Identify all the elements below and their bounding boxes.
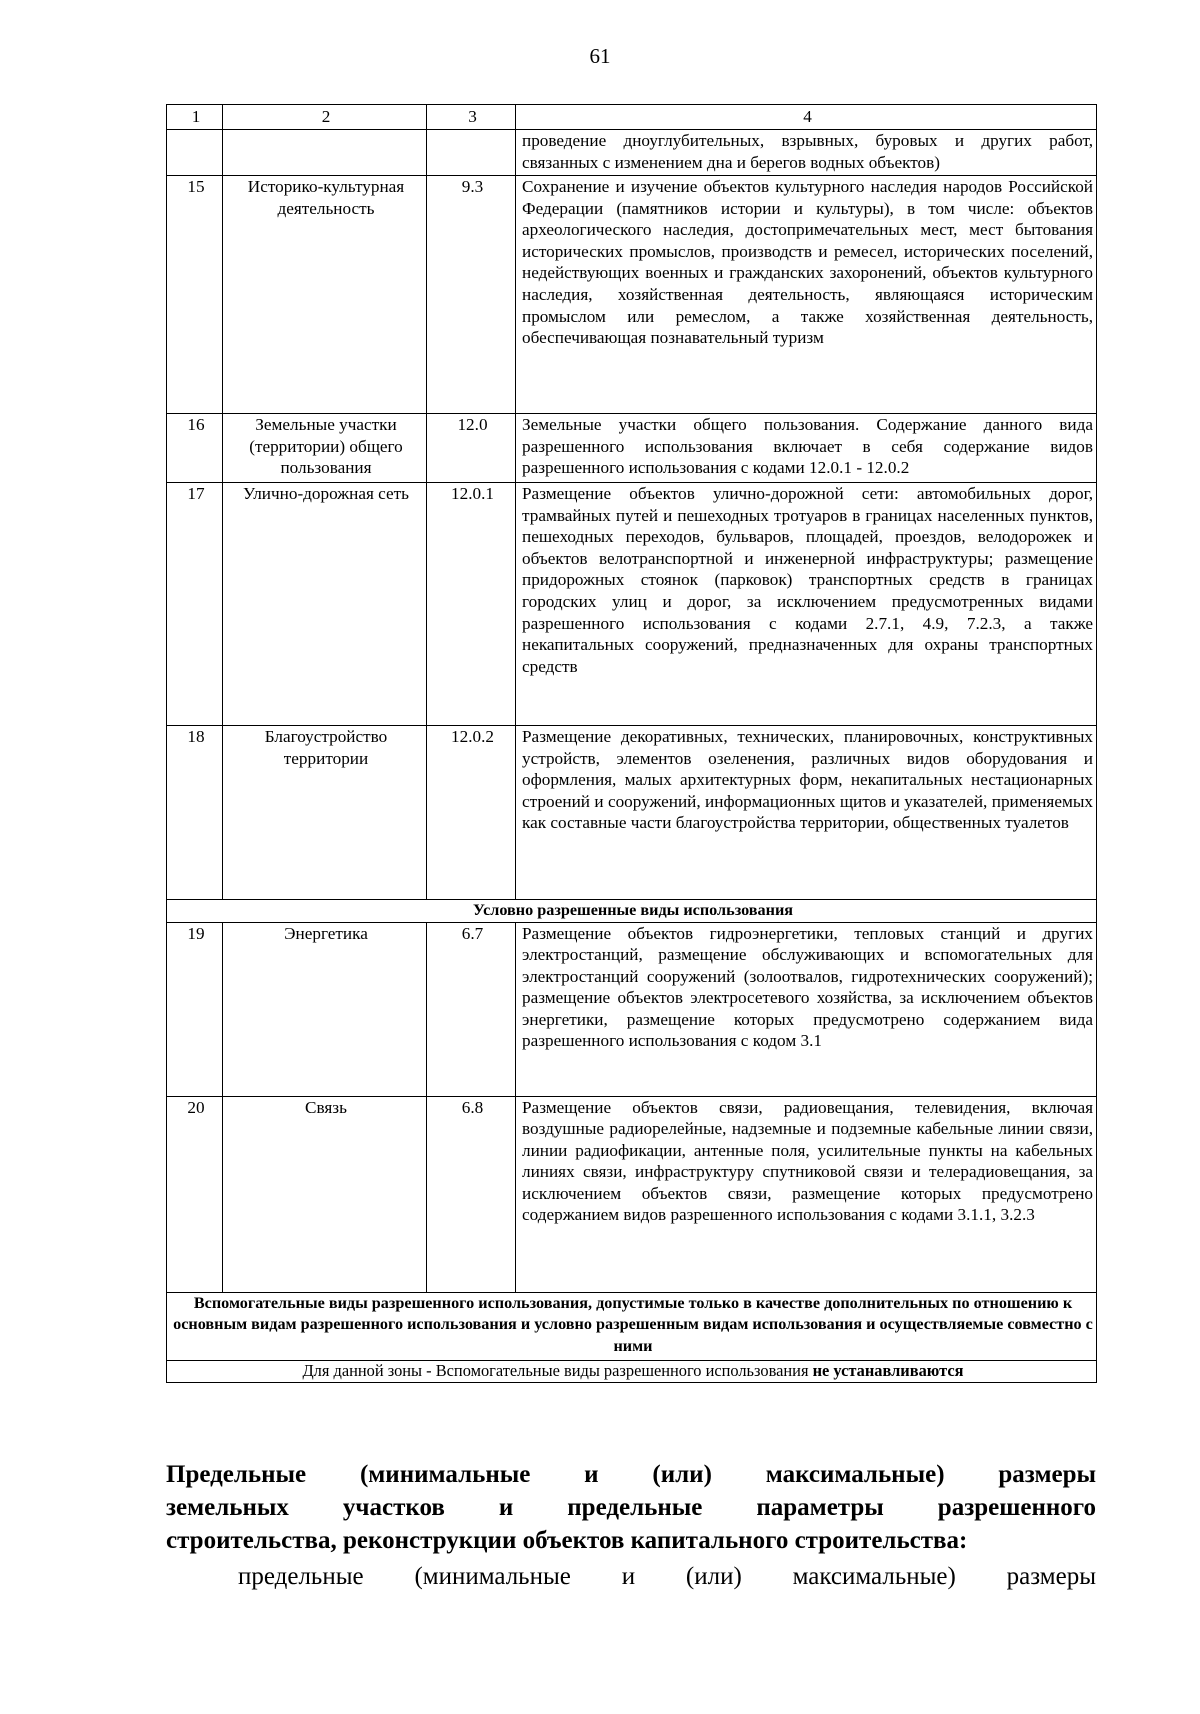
header-cell: 4 xyxy=(516,105,1097,130)
description-cell: Размещение объектов улично-дорожной сети: автомобильных дорог, трамвайных путей и пешеходных тротуаров в границах населенных пунктов, пешеходных переходов, бульваров, площадей, проездов, велодорожек и объектов велотранспортной и инженерной инфраструктуры; размещение придорожных стоянок (парковок) транспортных средств в границах городских улиц и дорог, за исключением предусмотренных видами разрешенного использования с кодами 2.7.1, 4.9, 7.2.3, а также некапитальных сооружений, предназначенных для охраны транспортных средств xyxy=(516,483,1097,726)
code-cell: 12.0.2 xyxy=(427,726,516,900)
table-row xyxy=(167,176,1097,414)
code-cell: 6.8 xyxy=(427,1096,516,1292)
name-cell: Благоустройство территории xyxy=(223,726,427,900)
name-cell: Земельные участки (территории) общего пользования xyxy=(223,414,427,483)
num-cell: 17 xyxy=(167,483,223,726)
num-cell xyxy=(167,130,223,176)
auxiliary-note-text: Для данной зоны - Вспомогательные виды разрешенного использования xyxy=(302,1360,813,1380)
description-cell: Размещение объектов связи, радиовещания, телевидения, включая воздушные радиорелейные, надземные и подземные кабельные линии связи, линии радиофикации, антенные поля, усилительные пункты на кабельных линиях связи, инфраструктуру спутниковой связи и телерадиовещания, за исключением объектов связи, размещение которых предусмотрено содержанием видов разрешенного использования с кодами 3.1.1, 3.2.3 xyxy=(516,1096,1097,1292)
name-cell: Энергетика xyxy=(223,922,427,1096)
code-cell: 12.0.1 xyxy=(427,483,516,726)
num-cell: 16 xyxy=(167,414,223,483)
num-cell: 19 xyxy=(167,922,223,1096)
table-header-row xyxy=(167,105,1097,130)
name-cell: Улично-дорожная сеть xyxy=(223,483,427,726)
table-row xyxy=(167,1096,1097,1292)
code-cell: 12.0 xyxy=(427,414,516,483)
land-use-table xyxy=(166,104,1097,1383)
section-row xyxy=(167,900,1097,923)
heading-line: земельных участков и предельные параметры разрешенного xyxy=(166,1494,1096,1521)
description-cell: Земельные участки общего пользования. Содержание данного вида разрешенного использования включает в себя содержание видов разрешенного использования с кодами 12.0.1 - 12.0.2 xyxy=(516,414,1097,483)
code-cell: 9.3 xyxy=(427,176,516,414)
description-cell: Размещение декоративных, технических, планировочных, конструктивных устройств, элементов озеленения, различных видов оборудования и оформления, малых архитектурных форм, некапитальных нестационарных строений и сооружений, информационных щитов и указателей, применяемых как составные части благоустройства территории, общественных туалетов xyxy=(516,726,1097,900)
section-row xyxy=(167,1292,1097,1360)
conditional-section-title: Условно разрешенные виды использования xyxy=(167,900,1097,923)
table-row xyxy=(167,414,1097,483)
table-row xyxy=(167,483,1097,726)
note-row xyxy=(167,1360,1097,1382)
table-row xyxy=(167,922,1097,1096)
header-cell: 2 xyxy=(223,105,427,130)
auxiliary-note-bold: не устанавливаются xyxy=(812,1360,964,1380)
table-row xyxy=(167,726,1097,900)
heading-line: Предельные (минимальные и (или) максимальные) размеры xyxy=(166,1461,1096,1488)
code-cell xyxy=(427,130,516,176)
auxiliary-note xyxy=(167,1360,1097,1382)
name-cell: Историко-культурная деятельность xyxy=(223,176,427,414)
name-cell xyxy=(223,130,427,176)
body-paragraph: предельные (минимальные и (или) максимальные) размеры xyxy=(238,1563,1096,1590)
auxiliary-section-title: Вспомогательные виды разрешенного использования, допустимые только в качестве дополнительных по отношению к основным видам разрешенного использования и условно разрешенным видам использования и осуществляемые совместно с ними xyxy=(167,1292,1097,1360)
table-row xyxy=(167,130,1097,176)
num-cell: 15 xyxy=(167,176,223,414)
num-cell: 20 xyxy=(167,1096,223,1292)
description-cell: Сохранение и изучение объектов культурного наследия народов Российской Федерации (памятников истории и культуры), в том числе: объектов археологического наследия, достопримечательных мест, мест бытования исторических промыслов, производств и ремесел, исторических поселений, недействующих военных и гражданских захоронений, объектов культурного наследия, хозяйственная деятельность, являющаяся историческим промыслом или ремеслом, а также хозяйственная деятельность, обеспечивающая познавательный туризм xyxy=(516,176,1097,414)
description-cell: проведение дноуглубительных, взрывных, буровых и других работ, связанных с изменением дна и берегов водных объектов) xyxy=(516,130,1097,176)
header-cell: 1 xyxy=(167,105,223,130)
section-heading xyxy=(166,1458,1096,1557)
heading-line: строительства, реконструкции объектов капитального строительства: xyxy=(166,1527,968,1554)
num-cell: 18 xyxy=(167,726,223,900)
name-cell: Связь xyxy=(223,1096,427,1292)
page-number: 61 xyxy=(589,44,611,68)
code-cell: 6.7 xyxy=(427,922,516,1096)
description-cell: Размещение объектов гидроэнергетики, тепловых станций и других электростанций, размещение обслуживающих и вспомогательных для электростанций сооружений (золоотвалов, гидротехнических сооружений); размещение объектов электросетевого хозяйства, за исключением объектов энергетики, размещение которых предусмотрено содержанием вида разрешенного использования с кодом 3.1 xyxy=(516,922,1097,1096)
header-cell: 3 xyxy=(427,105,516,130)
